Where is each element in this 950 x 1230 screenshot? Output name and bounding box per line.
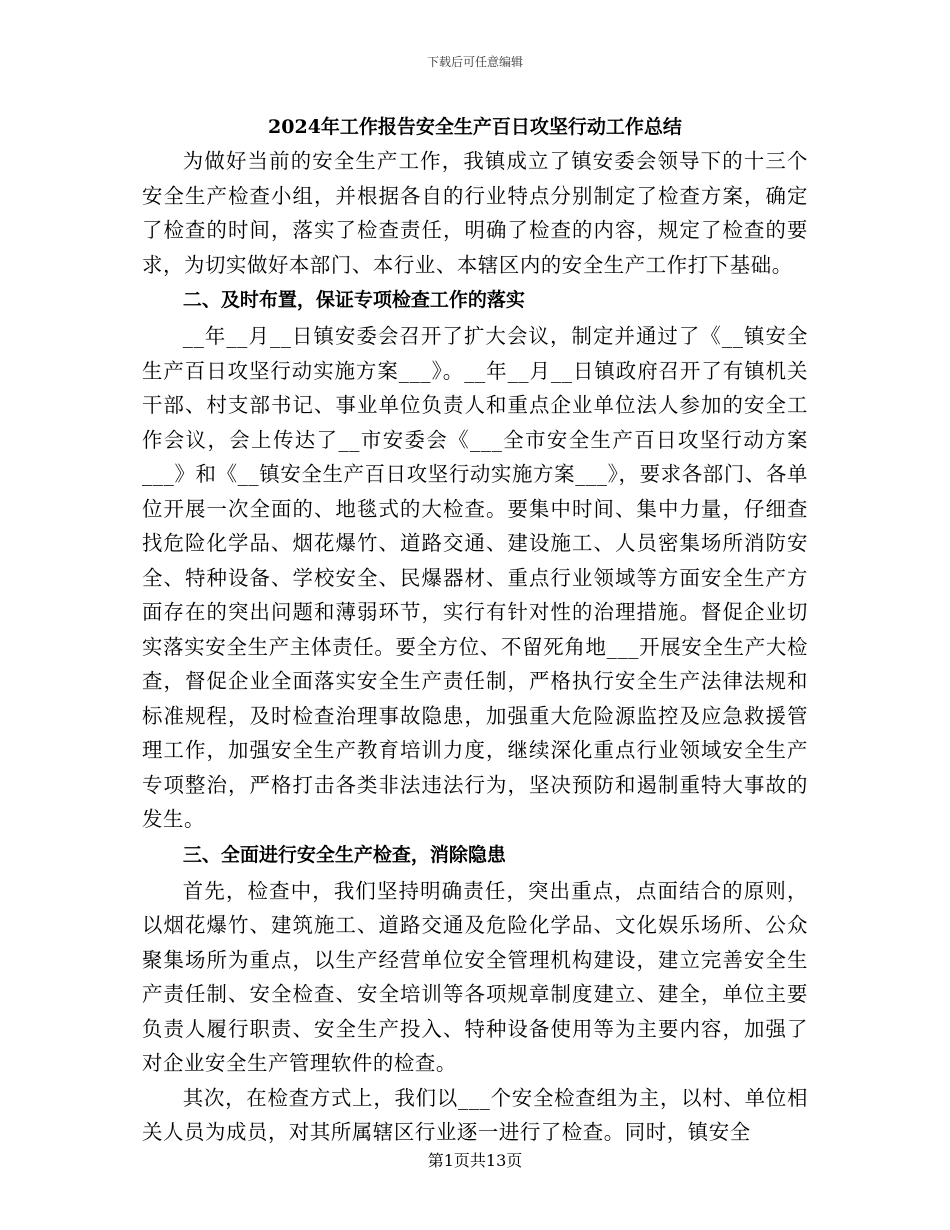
document-title: 2024年工作报告安全生产百日攻坚行动工作总结: [268, 116, 682, 138]
paragraph-intro: 为做好当前的安全生产工作，我镇成立了镇安委会领导下的十三个安全生产检查小组，并根据各自的行业特点分别制定了检查方案，确定了检查的时间，落实了检查责任，明确了检查的内容，规定了检查的要求，为切实做好本部门、本行业、本辖区内的安全生产工作打下基础。: [142, 149, 808, 277]
section-heading-2: 二、及时布置，保证专项检查工作的落实: [182, 289, 525, 311]
paragraph-section-3-first: 首先，检查中，我们坚持明确责任，突出重点，点面结合的原则，以烟花爆竹、建筑施工、道路交通及危险化学品、文化娱乐场所、公众聚集场所为重点，以生产经营单位安全管理机构建设，建立完善安全生产责任制、安全检查、安全培训等各项规章制度建立、建全，单位主要负责人履行职责、安全生产投入、特种设备使用等为主要内容，加强了对企业安全生产管理软件的检查。: [142, 878, 808, 1075]
section-heading-3: 三、全面进行安全生产检查，消除隐患: [182, 843, 506, 866]
page-header-note: 下载后可任意编辑: [426, 55, 523, 69]
paragraph-section-2: __年__月__日镇安委会召开了扩大会议，制定并通过了《__镇安全生产百日攻坚行动实施方案___》。__年__月__日镇政府召开了有镇机关干部、村支部书记、事业单位负责人和重点企业单位法人参加的安全工作会议，会上传达了__市安委会《___全市安全生产百日攻坚行动方案___》和《__镇安全生产百日攻坚行动实施方案___》，要求各部门、各单位开展一次全面的、地毯式的大检查。要集中时间、集中力量，仔细查找危险化学品、烟花爆竹、道路交通、建设施工、人员密集场所消防安全、特种设备、学校安全、民爆器材、重点行业领域等方面安全生产方面存在的突出问题和薄弱环节，实行有针对性的治理措施。督促企业切实落实安全生产主体责任。要全方位、不留死角地___开展安全生产大检查，督促企业全面落实安全生产责任制，严格执行安全生产法律法规和标准规程，及时检查治理事故隐患，加强重大危险源监控及应急救援管理工作，加强安全生产教育培训力度，继续深化重点行业领域安全生产专项整治，严格打击各类非法违法行为，坚决预防和遏制重特大事故的发生。: [142, 324, 808, 831]
paragraph-section-3-second: 其次，在检查方式上，我们以___个安全检查组为主，以村、单位相关人员为成员，对其所属辖区行业逐一进行了检查。同时，镇安全: [142, 1085, 808, 1144]
document-body: [142, 110, 808, 1150]
page-number-footer: 第1页共13页: [427, 1151, 523, 1170]
